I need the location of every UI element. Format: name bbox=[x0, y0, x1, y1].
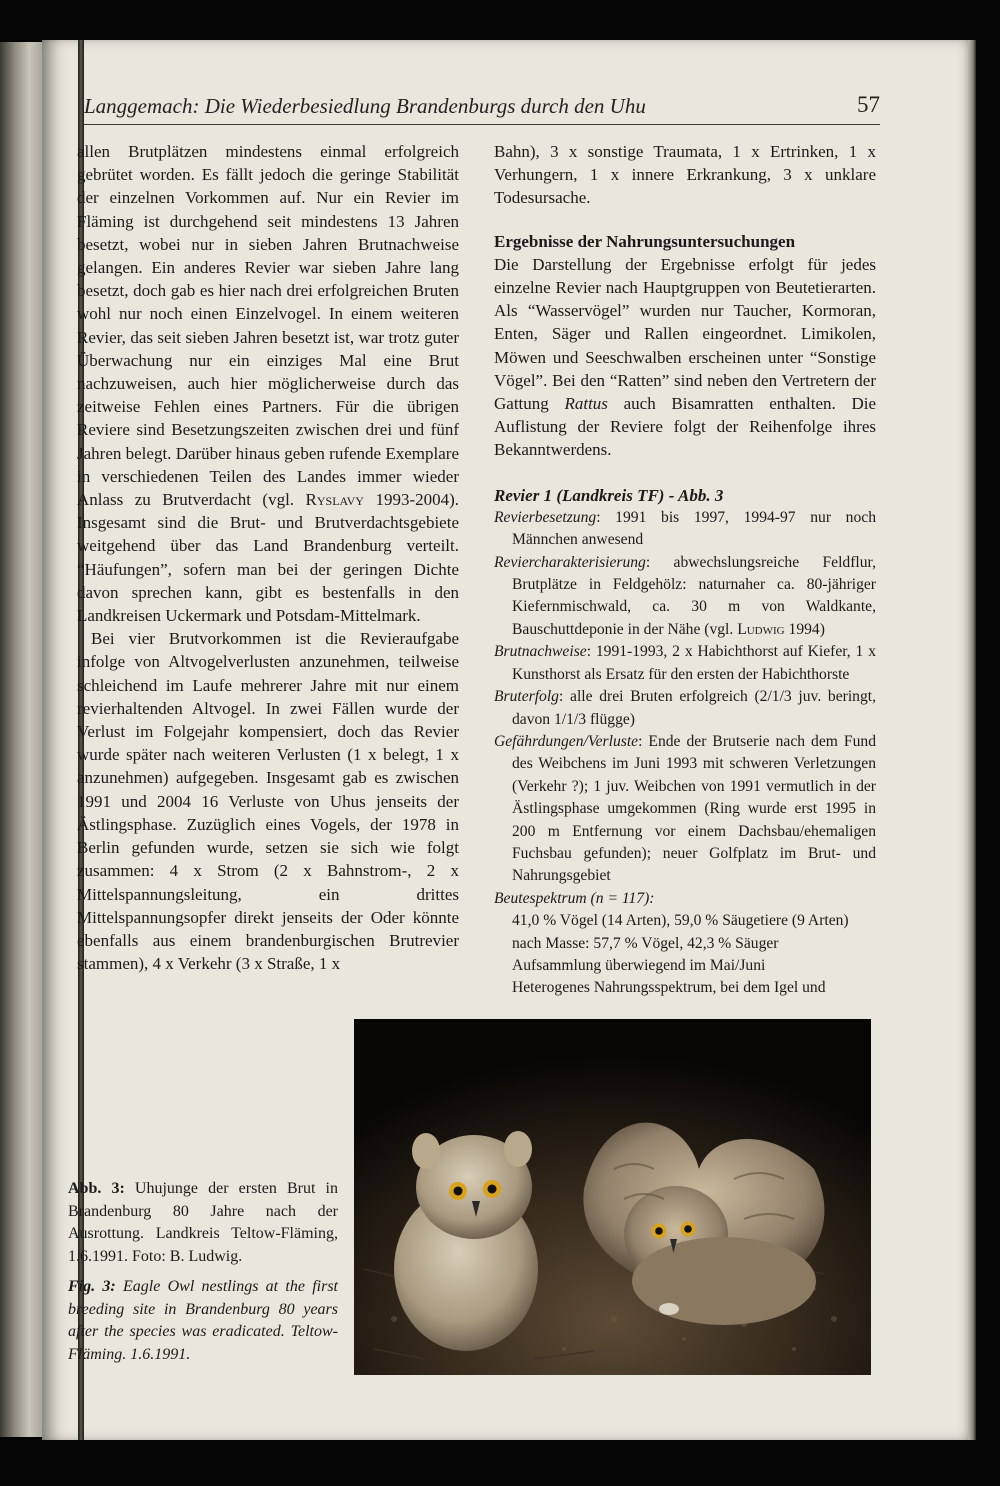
right-column bbox=[494, 140, 876, 1000]
section-heading: Ergebnisse der Nahrungsuntersuchungen bbox=[494, 231, 796, 251]
author-citation: Ludwig bbox=[737, 620, 785, 638]
page-edge-right bbox=[968, 40, 976, 1440]
owl-nestlings-photo bbox=[354, 1019, 871, 1375]
entry-revierbesetzung: Revierbesetzung: 1991 bis 1997, 1994-97 nur noch Männchen anwesend bbox=[494, 508, 876, 549]
left-column bbox=[77, 140, 459, 975]
paragraph-verluste: Bei vier Brutvorkommen ist die Revieraufgabe infolge von Altvogelverlusten anzunehmen, teilweise schleichend im Laufe mehrerer Jahre mit nur einem revierhaltenden Altvogel. In zwei Fällen wurde der Verlust im Folgejahr kompensiert, doch das Revier wurde später nach weiteren Verlusten (1 x belegt, 1 x anzunehmen) aufgegeben. Insgesamt gab es zwischen 1991 und 2004 16 Verluste von Uhus jenseits der Ästlingsphase. Zuzüglich eines Vogels, der 1978 in Berlin gefunden wurde, setzen sie sich wie folgt zusammen: 4 x Strom (2 x Bahnstrom-, 2 x Mittelspannungsleitung, ein drittes Mittelspannungsopfer direkt jenseits der Oder könnte ebenfalls aus einem brandenburgischen Brutrevier stammen), 4 x Verkehr (3 x Straße, 1 x bbox=[77, 629, 459, 974]
caption-german: Abb. 3: Uhujunge der ersten Brut in Brandenburg 80 Jahre nach der Ausrottung. Landkreis Teltow-Fläming, 1.6.1991. Foto: B. Ludwig. bbox=[68, 1180, 339, 1265]
entry-gefaehrdungen: Gefährdungen/Verluste: Ende der Brutserie nach dem Fund des Weibchens im Juni 1993 mit schweren Verletzungen (Verkehr ?); 1 juv. Weibchen von 1991 vermutlich in der Ästlingsphase umgekommen (Ring wurde erst 1995 in 200 m Entfernung vor einem Dachsbau/ehemaligen Fuchsbau gefunden); neuer Golfplatz im Brut- und Nahrungsgebiet bbox=[494, 732, 876, 885]
figure-caption bbox=[68, 1178, 338, 1366]
beutespektrum-line: Aufsammlung überwiegend im Mai/Juni bbox=[512, 956, 766, 974]
author-citation: Ryslavy bbox=[305, 490, 364, 510]
revier-title: Revier 1 (Landkreis TF) - Abb. 3 bbox=[494, 485, 724, 505]
paragraph-nahrung: Die Darstellung der Ergebnisse erfolgt für jedes einzelne Revier nach Hauptgruppen von Beutetierarten. Als “Wasservögel” wurden nur Taucher, Kormoran, Enten, Säger und Rallen eingeordnet. Limikolen, Möwen und Seeschwalben erscheinen unter “Sonstige Vögel”. Bei den “Ratten” sind neben den Vertretern der Gattung Rattus auch Bisamratten enthalten. Die Auflistung der Reviere folgt der Reihenfolge ihres Bekanntwerdens. bbox=[494, 254, 876, 460]
paragraph-brutplaetze: allen Brutplätzen mindestens einmal erfolgreich gebrütet worden. Es fällt jedoch die geringe Stabilität der einzelnen Vorkommen auf. Nur ein Revier im Fläming ist durchgehend seit mindestens 13 Jahren besetzt, wobei nur in sieben Jahren Brutnachweise gelangen. Ein anderes Revier war sieben Jahre lang besetzt, doch gab es hier nach drei erfolgreichen Bruten wohl nur noch einen Einzelvogel. In einem weiteren Revier, das seit sieben Jahren besetzt ist, war trotz guter Überwachung nur ein einziges Mal eine Brut nachzuweisen, auch hier möglicherweise durch das zeitweise Fehlen eines Partners. Für die übrigen Reviere sind Besetzungszeiten zwischen drei und fünf Jahren belegt. Darüber hinaus geben rufende Exemplare in verschiedenen Teilen des Landes immer wieder Anlass zu Brutverdacht (vgl. Ryslavy 1993-2004). Insgesamt sind die Brut- und Brutverdachtsgebiete weitgehend über das Land Brandenburg verteilt. “Häufungen”, sofern man bei der geringen Dichte davon sprechen kann, gibt es bestenfalls in den Landkreisen Uckermark und Potsdam-Mittelmark. bbox=[77, 142, 460, 626]
genus-name: Rattus bbox=[564, 394, 608, 414]
beutespektrum-line: 41,0 % Vögel (14 Arten), 59,0 % Säugetiere (9 Arten) bbox=[512, 912, 849, 930]
beutespektrum-line: nach Masse: 57,7 % Vögel, 42,3 % Säuger bbox=[512, 934, 779, 952]
running-title: Langgemach: Die Wiederbesiedlung Brandenburgs durch den Uhu bbox=[84, 94, 646, 118]
running-header bbox=[84, 92, 880, 125]
photo-drawing bbox=[354, 1019, 871, 1375]
beutespektrum-line: Heterogenes Nahrungsspektrum, bei dem Igel und bbox=[512, 979, 826, 997]
entry-brutnachweise: Brutnachweise: 1991-1993, 2 x Habichthorst auf Kiefer, 1 x Kunsthorst als Ersatz für den ersten der Habichthorste bbox=[494, 643, 876, 683]
entry-bruterfolg: Bruterfolg: alle drei Bruten erfolgreich (2/1/3 juv. beringt, davon 1/1/3 flügge) bbox=[494, 688, 876, 728]
caption-english: Fig. 3: Eagle Owl nestlings at the first breeding site in Brandenburg 80 years after the species was eradicated. Teltow-Fläming. 1.6.1991. bbox=[68, 1278, 339, 1363]
page-number: 57 bbox=[857, 92, 880, 117]
entry-beutespektrum: Beutespektrum (n = 117): bbox=[494, 889, 655, 907]
paragraph-todesursachen: Bahn), 3 x sonstige Traumata, 1 x Ertrinken, 1 x Verhungern, 1 x innere Erkrankung, 3 x unklare Todesursache. bbox=[494, 142, 876, 208]
entry-reviercharakterisierung: Reviercharakterisierung: abwechslungsreiche Feldflur, Brutplätze in Feldgehölz: naturnaher ca. 80-jähriger Kiefernmischwald, ca. 30 m von Waldkante, Bauschuttdeponie in der Nähe (vgl. Ludwig 1994) bbox=[494, 553, 876, 638]
book-left-page-edge bbox=[0, 42, 42, 1437]
